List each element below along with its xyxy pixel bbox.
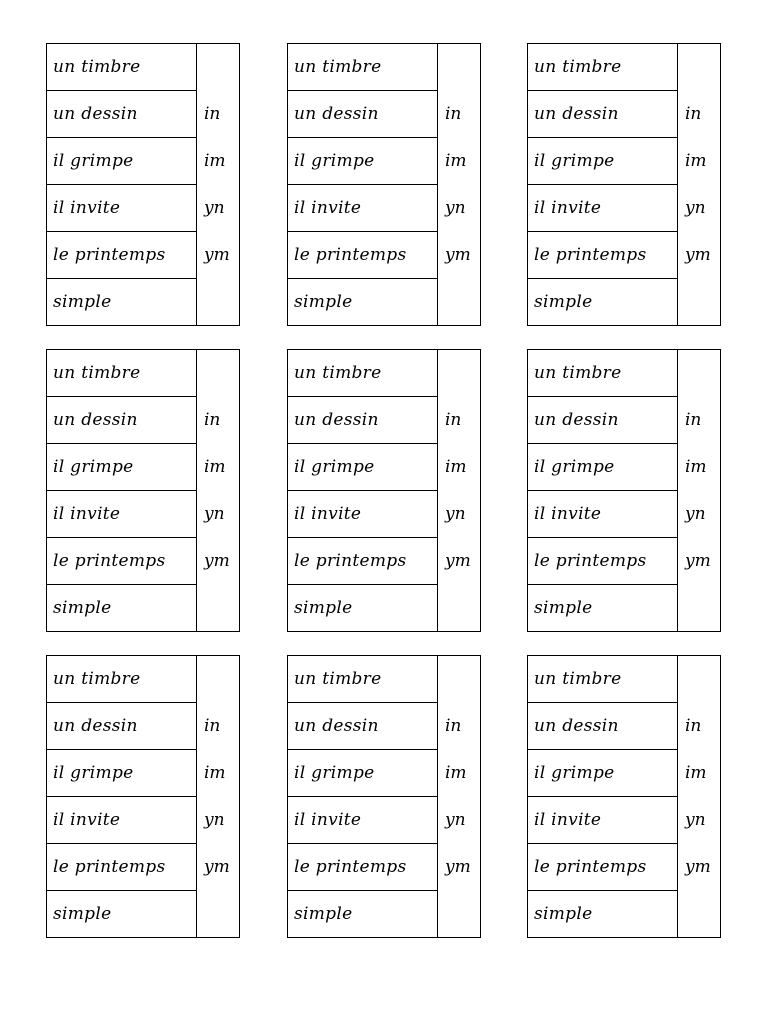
word-cell-5: le printemps [47,232,196,279]
word-column [288,44,438,325]
word-cell-5: le printemps [288,232,437,279]
word-cell-1: un timbre [528,656,677,703]
grapheme-yn: yn [204,503,225,524]
word-column [47,350,197,631]
grapheme-yn: yn [445,809,466,830]
grapheme-spacer [197,350,239,397]
grapheme-im: im [204,151,226,172]
word-cell-5: le printemps [528,232,677,279]
word-cell-3: il grimpe [288,750,437,797]
word-cell-6: simple [534,598,593,618]
grapheme-spacer [197,584,239,631]
grapheme-column [438,44,480,325]
word-cell-6: simple [534,292,593,312]
word-cell-4: il invite [288,797,437,844]
grapheme-im: im [204,457,226,478]
grapheme-yn: yn [685,197,706,218]
word-cell-2: un dessin [528,703,677,750]
grapheme-in: in [685,716,702,737]
word-cell-4: il invite [47,797,196,844]
phonics-card [46,349,240,632]
grapheme-spacer [678,278,720,325]
phonics-card [287,43,481,326]
word-column [47,44,197,325]
word-column [288,350,438,631]
grapheme-spacer [678,350,720,397]
grapheme-im: im [685,763,707,784]
grapheme-column [678,656,720,937]
grapheme-in: in [445,104,462,125]
grapheme-ym: ym [685,550,711,571]
word-cell-2: un dessin [288,397,437,444]
word-cell-2: un dessin [528,91,677,138]
word-cell-2: un dessin [528,397,677,444]
grapheme-column [197,656,239,937]
grapheme-ym: ym [685,856,711,877]
grapheme-column [197,44,239,325]
grapheme-spacer [197,890,239,937]
word-cell-4: il invite [528,185,677,232]
word-cell-1: un timbre [47,44,196,91]
grapheme-ym: ym [685,244,711,265]
word-cell-1: un timbre [47,656,196,703]
word-cell-6: simple [53,292,112,312]
grapheme-ym: ym [445,550,471,571]
grapheme-spacer [197,44,239,91]
word-cell-6: simple [294,598,353,618]
grapheme-im: im [204,763,226,784]
grapheme-spacer [678,890,720,937]
grapheme-column [438,656,480,937]
grapheme-in: in [685,410,702,431]
grapheme-spacer [438,350,480,397]
word-cell-6: simple [294,904,353,924]
word-cell-6: simple [53,598,112,618]
grapheme-spacer [197,278,239,325]
word-cell-4: il invite [528,797,677,844]
word-cell-1: un timbre [288,656,437,703]
grapheme-yn: yn [445,197,466,218]
grapheme-ym: ym [204,856,230,877]
grapheme-spacer [438,44,480,91]
phonics-card [46,43,240,326]
grapheme-column [197,350,239,631]
grapheme-spacer [438,890,480,937]
grapheme-spacer [678,584,720,631]
word-cell-3: il grimpe [47,138,196,185]
grapheme-im: im [685,151,707,172]
grapheme-im: im [445,151,467,172]
word-cell-3: il grimpe [47,750,196,797]
grapheme-ym: ym [445,856,471,877]
grapheme-in: in [204,410,221,431]
grapheme-im: im [685,457,707,478]
grapheme-column [678,44,720,325]
grapheme-im: im [445,763,467,784]
word-cell-4: il invite [288,491,437,538]
word-cell-2: un dessin [47,397,196,444]
phonics-card [527,43,721,326]
grapheme-yn: yn [685,809,706,830]
word-column [528,350,678,631]
word-cell-2: un dessin [288,91,437,138]
word-cell-3: il grimpe [47,444,196,491]
word-cell-6: simple [294,292,353,312]
word-cell-4: il invite [288,185,437,232]
word-cell-6: simple [53,904,112,924]
phonics-card [527,655,721,938]
grapheme-spacer [197,656,239,703]
grapheme-spacer [438,584,480,631]
word-cell-5: le printemps [288,538,437,585]
word-cell-2: un dessin [47,703,196,750]
grapheme-yn: yn [685,503,706,524]
grapheme-ym: ym [445,244,471,265]
word-column [288,656,438,937]
grapheme-spacer [678,656,720,703]
word-cell-3: il grimpe [528,444,677,491]
phonics-card [287,349,481,632]
grapheme-column [678,350,720,631]
grapheme-in: in [445,410,462,431]
word-cell-5: le printemps [528,844,677,891]
phonics-card [527,349,721,632]
grapheme-yn: yn [445,503,466,524]
grapheme-in: in [204,716,221,737]
word-cell-1: un timbre [288,350,437,397]
word-cell-4: il invite [47,491,196,538]
grapheme-spacer [438,656,480,703]
word-cell-4: il invite [528,491,677,538]
phonics-card [46,655,240,938]
word-cell-5: le printemps [47,538,196,585]
word-column [528,656,678,937]
word-cell-5: le printemps [47,844,196,891]
word-cell-3: il grimpe [288,444,437,491]
grapheme-in: in [445,716,462,737]
grapheme-spacer [678,44,720,91]
grapheme-ym: ym [204,550,230,571]
word-column [528,44,678,325]
grapheme-yn: yn [204,809,225,830]
grapheme-yn: yn [204,197,225,218]
grapheme-in: in [685,104,702,125]
word-cell-3: il grimpe [528,138,677,185]
word-column [47,656,197,937]
word-cell-1: un timbre [288,44,437,91]
phonics-card [287,655,481,938]
word-cell-2: un dessin [47,91,196,138]
word-cell-5: le printemps [288,844,437,891]
word-cell-5: le printemps [528,538,677,585]
word-cell-2: un dessin [288,703,437,750]
grapheme-column [438,350,480,631]
word-cell-6: simple [534,904,593,924]
grapheme-spacer [438,278,480,325]
grapheme-ym: ym [204,244,230,265]
word-cell-3: il grimpe [288,138,437,185]
word-cell-1: un timbre [528,350,677,397]
word-cell-3: il grimpe [528,750,677,797]
word-cell-1: un timbre [528,44,677,91]
word-cell-1: un timbre [47,350,196,397]
word-cell-4: il invite [47,185,196,232]
grapheme-in: in [204,104,221,125]
grapheme-im: im [445,457,467,478]
